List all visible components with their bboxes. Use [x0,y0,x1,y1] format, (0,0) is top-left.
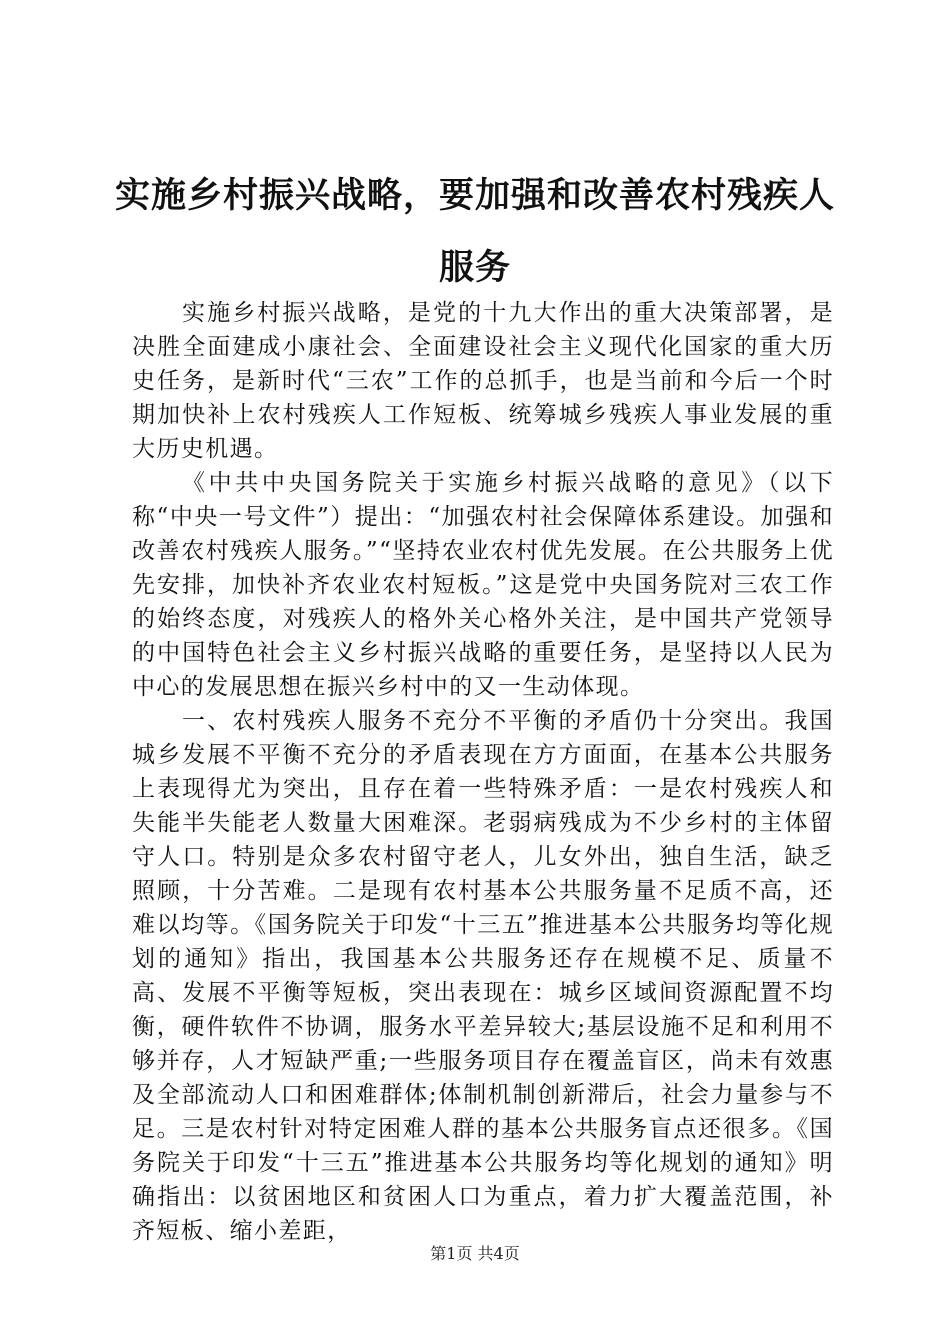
document-title [110,160,840,304]
title-line-1: 实施乡村振兴战略，要加强和改善农村残疾人 [114,176,835,216]
paragraph: 实施乡村振兴战略，是党的十九大作出的重大决策部署，是决胜全面建成小康社会、全面建设社会主义现代化国家的重大历史任务，是新时代“三农”工作的总抓手，也是当前和今后一个时期加快补上农村残疾人工作短板、统筹城乡残疾人事业发展的重大历史机遇。 [132,300,834,462]
paragraph: 一、农村残疾人服务不充分不平衡的矛盾仍十分突出。我国城乡发展不平衡不充分的矛盾表现在方方面面，在基本公共服务上表现得尤为突出，且存在着一些特殊矛盾：一是农村残疾人和失能半失能老人数量大困难深。老弱病残成为不少乡村的主体留守人口。特别是众多农村留守老人，儿女外出，独自生活，缺乏照顾，十分苦难。二是现有农村基本公共服务量不足质不高，还难以均等。《国务院关于印发“十三五”推进基本公共服务均等化规划的通知》指出，我国基本公共服务还存在规模不足、质量不高、发展不平衡等短板，突出表现在：城乡区域间资源配置不均衡，硬件软件不协调，服务水平差异较大;基层设施不足和利用不够并存，人才短缺严重;一些服务项目存在覆盖盲区，尚未有效惠及全部流动人口和困难群体;体制机制创新滞后，社会力量参与不足。三是农村针对特定困难人群的基本公共服务盲点还很多。《国务院关于印发“十三五”推进基本公共服务均等化规划的通知》明确指出：以贫困地区和贫困人口为重点，着力扩大覆盖范围，补齐短板、缩小差距， [132,708,834,1244]
paragraph: 《中共中央国务院关于实施乡村振兴战略的意见》（以下称“中央一号文件”）提出：“加强农村社会保障体系建设。加强和改善农村残疾人服务。”“坚持农业农村优先发展。在公共服务上优先安排，加快补齐农业农村短板。”这是党中央国务院对三农工作的始终态度，对残疾人的格外关心格外关注，是中国共产党领导的中国特色社会主义乡村振兴战略的重要任务，是坚持以人民为中心的发展思想在振兴乡村中的又一生动体现。 [132,470,834,700]
page-footer: 第1页 共4页 [430,1244,520,1263]
title-line-2: 服务 [438,248,511,288]
document-body [132,296,834,1248]
